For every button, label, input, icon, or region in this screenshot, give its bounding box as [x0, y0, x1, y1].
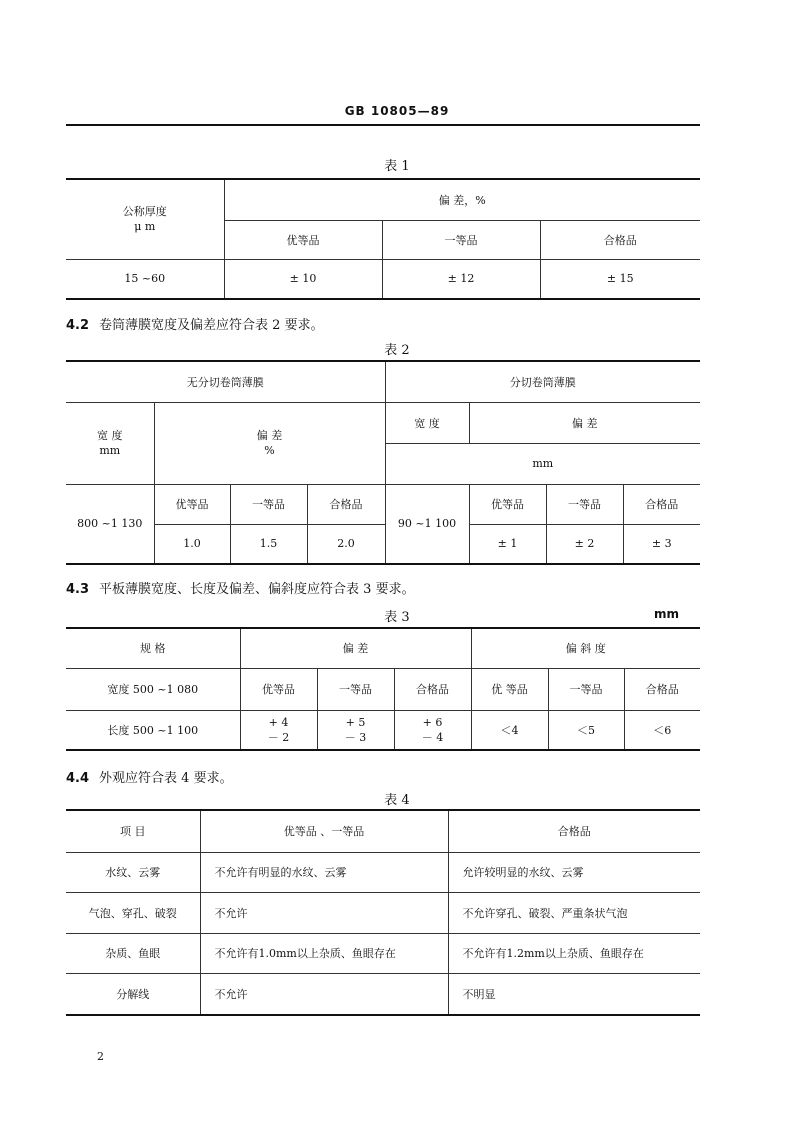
table3-unit: mm [653, 607, 679, 621]
table1-thickness-header: 公称厚度 μ m [66, 179, 224, 259]
table1-thickness-value: 15 ~60 [66, 259, 224, 299]
table3-skew-value: ＜6 [624, 710, 700, 750]
table4-grade-header: 合格品 [448, 810, 700, 852]
table3-grade-header: 一等品 [548, 668, 624, 710]
table4-item: 分解线 [66, 973, 200, 1015]
table4-caption: 表 4 [384, 793, 410, 808]
table3-deviation-value: + 6 － 4 [394, 710, 471, 750]
table4-cell: 不允许 [200, 973, 448, 1015]
table2-grade-header: 一等品 [230, 484, 307, 524]
table2-unslit-group: 无分切卷筒薄膜 [66, 361, 385, 402]
table3-deviation-header: 偏 差 [240, 628, 471, 668]
table2-slit-deviation-header: 偏 差 [469, 402, 700, 443]
table2 [66, 360, 700, 565]
table2-value: 1.0 [154, 524, 230, 564]
table1-grade-header: 一等品 [382, 220, 540, 259]
table4-cell: 不允许 [200, 892, 448, 933]
table4-item: 水纹、云雾 [66, 852, 200, 892]
table1 [66, 178, 700, 300]
header-rule [66, 124, 700, 126]
table2-value: ± 1 [469, 524, 546, 564]
table4-item: 气泡、穿孔、破裂 [66, 892, 200, 933]
table1-value: ± 15 [540, 259, 700, 299]
table3-length-label: 长度 500 ~1 100 [66, 710, 240, 750]
table4-cell: 不允许有明显的水纹、云雾 [200, 852, 448, 892]
table3-grade-header: 一等品 [317, 668, 394, 710]
table3-grade-header: 合格品 [394, 668, 471, 710]
table2-grade-header: 优等品 [154, 484, 230, 524]
table2-width-header: 宽 度 mm [66, 402, 154, 484]
table4 [66, 809, 700, 1016]
table3-skew-value: ＜5 [548, 710, 624, 750]
table2-slit-width: 90 ~1 100 [385, 484, 469, 564]
standard-code-header: GB 10805—89 [344, 104, 450, 118]
table3-spec-header: 规 格 [66, 628, 240, 668]
table1-value: ± 12 [382, 259, 540, 299]
table2-deviation-header: 偏 差 % [154, 402, 385, 484]
page-number: 2 [97, 1050, 104, 1063]
table3-skew-value: ＜4 [471, 710, 548, 750]
section-4-3: 4.3 平板薄膜宽度、长度及偏差、偏斜度应符合表 3 要求。 [66, 582, 415, 597]
table3 [66, 627, 700, 751]
table3-deviation-value: + 5 － 3 [317, 710, 394, 750]
table4-cell: 不允许有1.2mm以上杂质、鱼眼存在 [448, 933, 700, 973]
table4-cell: 不明显 [448, 973, 700, 1015]
table3-skew-header: 偏 斜 度 [471, 628, 700, 668]
section-4-4: 4.4 外观应符合表 4 要求。 [66, 771, 233, 786]
table2-value: 2.0 [307, 524, 385, 564]
table2-value: ± 2 [546, 524, 623, 564]
table1-grade-header: 优等品 [224, 220, 382, 259]
table1-value: ± 10 [224, 259, 382, 299]
table2-caption: 表 2 [384, 343, 410, 358]
table2-slit-unit: mm [385, 443, 700, 484]
section-4-2: 4.2 卷筒薄膜宽度及偏差应符合表 2 要求。 [66, 318, 324, 333]
table2-slit-width-header: 宽 度 [385, 402, 469, 443]
table4-grade-header: 优等品 、一等品 [200, 810, 448, 852]
table3-deviation-value: + 4 － 2 [240, 710, 317, 750]
table2-grade-header: 合格品 [623, 484, 700, 524]
table1-deviation-header: 偏 差，% [224, 179, 700, 220]
table2-value: ± 3 [623, 524, 700, 564]
table4-cell: 不允许穿孔、破裂、严重条状气泡 [448, 892, 700, 933]
table4-item: 杂质、鱼眼 [66, 933, 200, 973]
table2-grade-header: 一等品 [546, 484, 623, 524]
table2-grade-header: 优等品 [469, 484, 546, 524]
table3-grade-header: 优 等品 [471, 668, 548, 710]
table2-value: 1.5 [230, 524, 307, 564]
table4-item-header: 项 目 [66, 810, 200, 852]
table3-grade-header: 合格品 [624, 668, 700, 710]
table3-grade-header: 优等品 [240, 668, 317, 710]
table1-grade-header: 合格品 [540, 220, 700, 259]
table2-unslit-width: 800 ~1 130 [66, 484, 154, 564]
table3-caption: 表 3 [384, 610, 410, 625]
table3-width-label: 宽度 500 ~1 080 [66, 668, 240, 710]
table2-grade-header: 合格品 [307, 484, 385, 524]
table4-cell: 允许较明显的水纹、云雾 [448, 852, 700, 892]
table1-caption: 表 1 [384, 159, 410, 174]
table2-slit-group: 分切卷筒薄膜 [385, 361, 700, 402]
table4-cell: 不允许有1.0mm以上杂质、鱼眼存在 [200, 933, 448, 973]
